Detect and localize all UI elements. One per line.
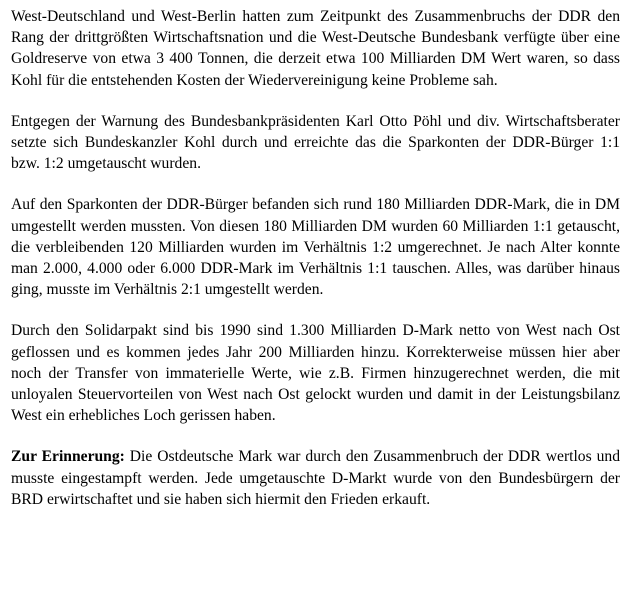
paragraph-text: Entgegen der Warnung des Bundesbankpräsidenten Karl Otto Pöhl und div. Wirtschaftsberater setzte sich Bundeskanzler Kohl durch und erreichte das die Sparkonten der DDR-Bürger 1:1 bzw. 1:2 umgetauscht wurden. [11,112,620,173]
paragraph-umtausch [11,111,620,175]
document-body [11,6,620,510]
paragraph-solidarpakt [11,320,620,426]
paragraph-sparkonten [11,194,620,300]
paragraph-erinnerung [11,446,620,510]
paragraph-text: Auf den Sparkonten der DDR-Bürger befanden sich rund 180 Milliarden DDR-Mark, die in DM umgestellt werden mussten. Von diesen 180 Milliarden DM wurden 60 Milliarden 1:1 getauscht, die verbleibenden 120 Milliarden wurden im Verhältnis 1:2 umgerechnet. Je nach Alter konnte man 2.000, 4.000 oder 6.000 DDR-Mark im Verhältnis 1:1 tauschen. Alles, was darüber hinaus ging, musste im Verhältnis 2:1 umgestellt werden. [11,196,620,299]
paragraph-text: West-Deutschland und West-Berlin hatten zum Zeitpunkt des Zusammenbruchs der DDR den Rang der drittgrößten Wirtschaftsnation und die West-Deutsche Bundesbank verfügte über eine Goldreserve von etwa 3 400 Tonnen, die derzeit etwa 100 Milliarden DM Wert waren, so dass Kohl für die entstehenden Kosten der Wiedervereinigung keine Probleme sah. [11,8,620,89]
paragraph-text: Durch den Solidarpakt sind bis 1990 sind 1.300 Milliarden D-Mark netto von West nach Ost geflossen und es kommen jedes Jahr 200 Milliarden hinzu. Korrekterweise müssen hier aber noch der Transfer von immaterielle Werte, wie z.B. Firmen hinzugerechnet werden, die mit unloyalen Steuervorteilen von West nach Ost gelockt wurden und damit in der Leistungsbilanz West ein erhebliches Loch gerissen haben. [11,322,620,425]
paragraph-lead: Zur Erinnerung: [11,448,125,466]
paragraph-text: Die Ostdeutsche Mark war durch den Zusammenbruch der DDR wertlos und musste eingestampft werden. Jede umgetauschte D-Markt wurde von den Bundesbürgern der BRD erwirtschaftet und sie haben sich hiermit den Frieden erkauft. [11,448,620,508]
paragraph-goldreserve [11,6,620,91]
